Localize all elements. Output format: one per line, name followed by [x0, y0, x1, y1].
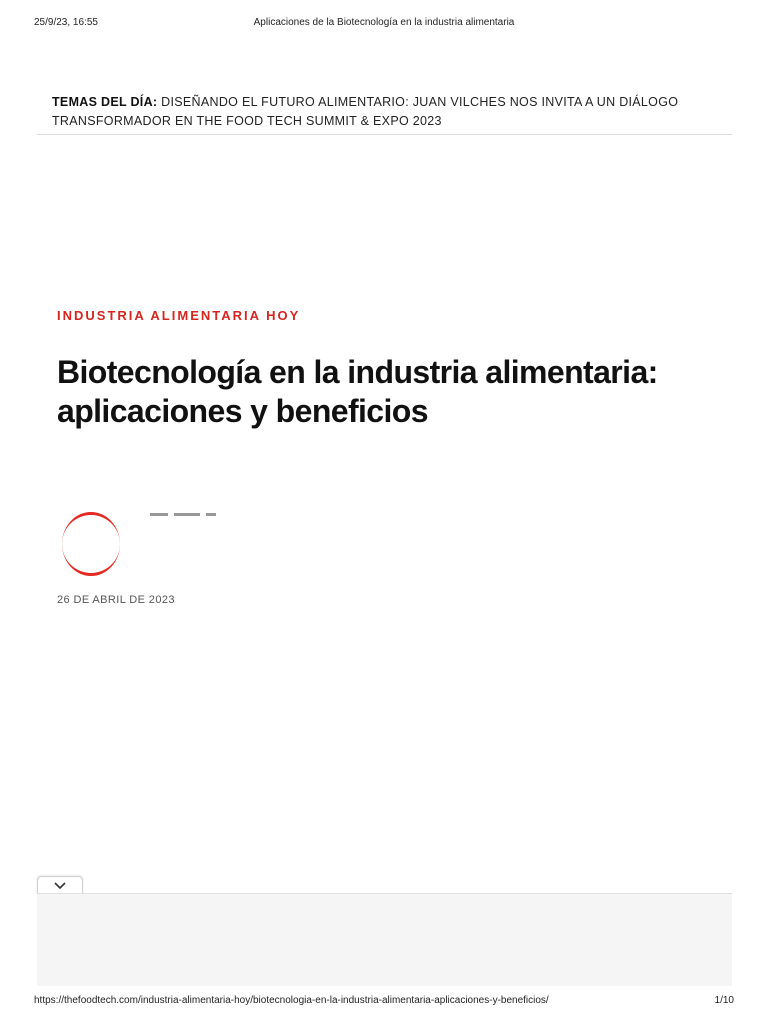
print-page-number: 1/10 [714, 995, 734, 1006]
author-name[interactable] [150, 513, 230, 517]
author-name-fragment [206, 513, 216, 516]
print-url: https://thefoodtech.com/industria-alimentaria-hoy/biotecnologia-en-la-industria-alimentaria-aplicaciones-y-beneficios/ [34, 995, 549, 1006]
ad-panel [37, 893, 732, 986]
author-name-fragment [174, 513, 200, 516]
topics-label: TEMAS DEL DÍA: [52, 95, 158, 109]
article-date: 26 DE ABRIL DE 2023 [57, 594, 175, 606]
article-headline: Biotecnología en la industria alimentaria: aplicaciones y beneficios [57, 354, 658, 429]
avatar-ring [62, 512, 120, 576]
divider [37, 134, 732, 135]
author-name-fragment [150, 513, 168, 516]
chevron-down-icon [54, 882, 66, 890]
topics-bar [52, 93, 712, 131]
print-datetime: 25/9/23, 16:55 [34, 17, 98, 28]
category-link[interactable]: INDUSTRIA ALIMENTARIA HOY [57, 308, 301, 323]
print-page-title: Aplicaciones de la Biotecnología en la industria alimentaria [253, 17, 515, 28]
topics-link[interactable]: DISEÑANDO EL FUTURO ALIMENTARIO: JUAN VILCHES NOS INVITA A UN DIÁLOGO TRANSFORMADOR EN THE FOOD TECH SUMMIT & EXPO 2023 [52, 95, 679, 128]
avatar[interactable] [62, 512, 120, 576]
